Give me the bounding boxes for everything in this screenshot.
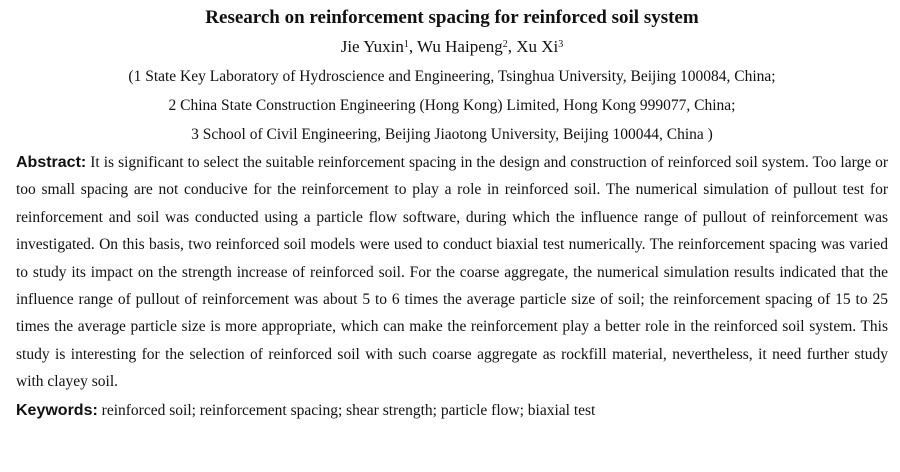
affiliations (16, 62, 888, 149)
keywords-text: reinforced soil; reinforcement spacing; shear strength; particle flow; biaxial test (101, 401, 596, 419)
paper-title: Research on reinforcement spacing for reinforced soil system (205, 7, 699, 28)
affiliation-line: 2 China State Construction Engineering (Hong Kong) Limited, Hong Kong 999077, China; (168, 97, 736, 114)
author-name: Xu Xi (516, 37, 559, 56)
affiliation-line: (1 State Key Laboratory of Hydroscience and Engineering, Tsinghua University, Beijing 100084, China; (128, 68, 776, 85)
author-name: Wu Haipeng (417, 37, 503, 56)
author-affil-mark: 3 (558, 39, 564, 50)
author-affil-mark: 2 (502, 39, 508, 50)
author-separator: , (408, 37, 418, 56)
author-line (16, 34, 888, 60)
abstract-paragraph (16, 149, 888, 396)
abstract-text: It is significant to select the suitable reinforcement spacing in the design and construction of reinforced soil system. Too large or too small spacing are not conducive for the reinforcement to play a role in reinforced soil. The numerical simulation of pullout test for reinforcement and soil was conducted using a particle flow software, during which the influence range of pullout of reinforcement was investigated. On this basis, two reinforced soil models were used to conduct biaxial test numerically. The reinforcement spacing was varied to study its impact on the strength increase of reinforced soil. For the coarse aggregate, the numerical simulation results indicated that the influence range of pullout of reinforcement was about 5 to 6 times the average particle size of soil; the reinforcement spacing of 15 to 25 times the average particle size is more appropriate, which can make the reinforcement play a better role in the reinforced soil system. This study is interesting for the selection of reinforced soil with such coarse aggregate as rockfill material, nevertheless, it need further study with clayey soil. (16, 154, 889, 391)
keywords-label: Keywords: (16, 401, 98, 419)
author-affil-mark: 1 (403, 39, 409, 50)
keywords-line (16, 398, 888, 424)
affiliation-line: 3 School of Civil Engineering, Beijing Jiaotong University, Beijing 100044, China ) (191, 126, 713, 143)
author-name: Jie Yuxin (340, 37, 404, 56)
author-separator: , (507, 37, 517, 56)
abstract-label: Abstract: (16, 154, 87, 171)
